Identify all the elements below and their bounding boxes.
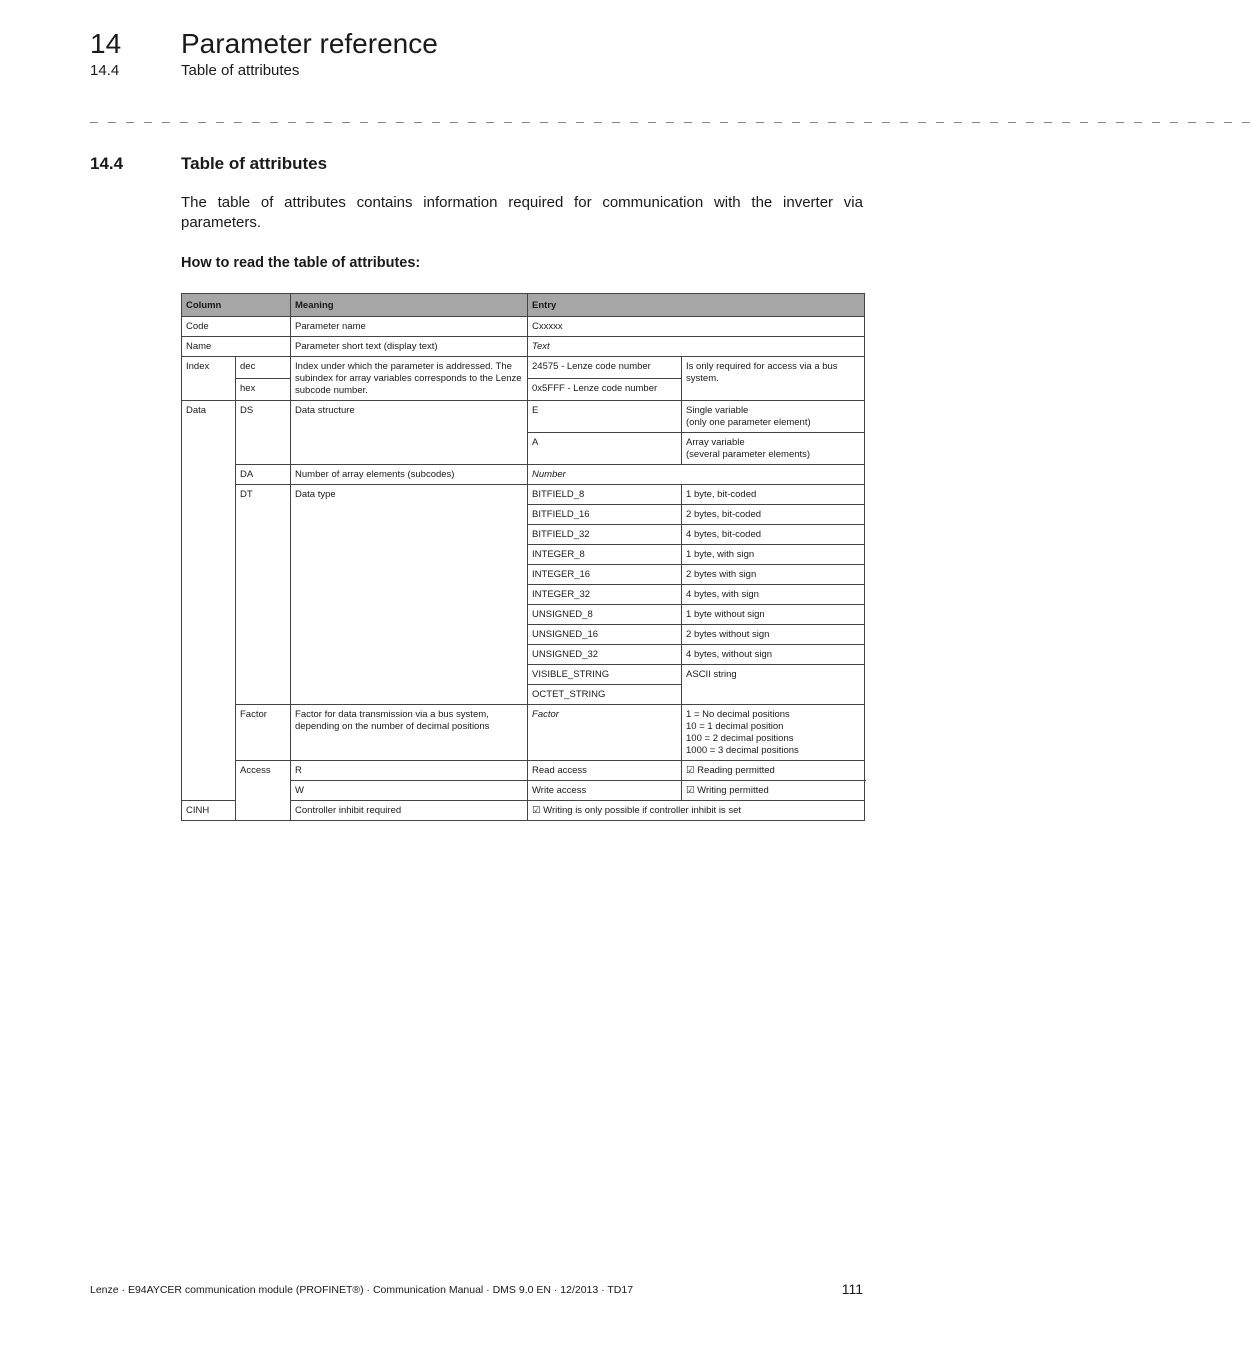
dt-desc: 2 bytes with sign xyxy=(682,565,865,585)
header-meaning: Meaning xyxy=(291,294,528,317)
code-meaning: Parameter name xyxy=(291,317,528,337)
index-meaning: Index under which the parameter is addressed. The subindex for array variables corresponds to the Lenze subcode number. xyxy=(291,357,528,401)
ds-e-entry: E xyxy=(528,401,682,433)
index-hex: hex xyxy=(236,379,291,401)
dt-desc: 1 byte without sign xyxy=(682,605,865,625)
access-w: W xyxy=(291,781,528,801)
chapter-title: Parameter reference xyxy=(181,28,438,59)
dt-string-desc: ASCII string xyxy=(682,665,865,705)
page-number: 111 xyxy=(841,1281,863,1297)
dt-type: UNSIGNED_8 xyxy=(528,605,682,625)
subchapter-title: Table of attributes xyxy=(181,62,300,79)
access-cinh: CINH xyxy=(182,801,236,821)
access-cinh-entry: ☑ Writing is only possible if controller inhibit is set xyxy=(528,801,865,821)
row-label-index: Index xyxy=(182,357,236,401)
ds-e-desc xyxy=(682,401,865,433)
subchapter-number: 14.4 xyxy=(90,62,120,79)
name-meaning: Parameter short text (display text) xyxy=(291,337,528,357)
data-ds: DS xyxy=(236,401,291,465)
factor-desc xyxy=(682,705,865,761)
table-row xyxy=(182,401,865,433)
ds-meaning: Data structure xyxy=(291,401,528,465)
data-factor: Factor xyxy=(236,705,291,761)
ds-e-desc-line: Single variable xyxy=(686,405,749,416)
table-row xyxy=(182,485,865,505)
table-row xyxy=(182,337,865,357)
ds-a-desc-line: Array variable xyxy=(686,437,745,448)
dt-type: OCTET_STRING xyxy=(528,685,682,705)
dt-meaning: Data type xyxy=(291,485,528,705)
footer-text: Lenze · E94AYCER communication module (PROFINET®) · Communication Manual · DMS 9.0 EN · 12/2013 · TD17 xyxy=(90,1284,634,1296)
dt-desc: 2 bytes without sign xyxy=(682,625,865,645)
dt-type: INTEGER_8 xyxy=(528,545,682,565)
dt-type: VISIBLE_STRING xyxy=(528,665,682,685)
da-entry: Number xyxy=(528,465,865,485)
code-entry: Cxxxxx xyxy=(528,317,865,337)
row-label-code: Code xyxy=(182,317,291,337)
dt-desc: 2 bytes, bit-coded xyxy=(682,505,865,525)
ds-e-desc-line: (only one parameter element) xyxy=(686,417,811,428)
factor-desc-line: 100 = 2 decimal positions xyxy=(686,733,794,744)
row-label-data: Data xyxy=(182,401,236,801)
dt-type: BITFIELD_16 xyxy=(528,505,682,525)
da-meaning: Number of array elements (subcodes) xyxy=(291,465,528,485)
table-header-row xyxy=(182,294,865,317)
access-r-meaning: Read access xyxy=(528,761,682,781)
dt-desc: 4 bytes, with sign xyxy=(682,585,865,605)
access-w-entry: ☑ Writing permitted xyxy=(682,781,865,801)
section-number: 14.4 xyxy=(90,154,124,173)
factor-desc-line: 1000 = 3 decimal positions xyxy=(686,745,799,756)
dt-type: INTEGER_16 xyxy=(528,565,682,585)
factor-desc-line: 1 = No decimal positions xyxy=(686,709,790,720)
dt-type: UNSIGNED_16 xyxy=(528,625,682,645)
table-row xyxy=(182,357,865,379)
table-row xyxy=(182,317,865,337)
factor-entry: Factor xyxy=(528,705,682,761)
howto-heading: How to read the table of attributes: xyxy=(181,255,421,271)
factor-meaning: Factor for data transmission via a bus system, depending on the number of decimal positions xyxy=(291,705,528,761)
access-r: R xyxy=(291,761,528,781)
data-dt: DT xyxy=(236,485,291,705)
row-label-access: Access xyxy=(236,761,291,821)
index-dec: dec xyxy=(236,357,291,379)
index-note: Is only required for access via a bus system. xyxy=(682,357,865,401)
ds-a-desc xyxy=(682,433,865,465)
table-row xyxy=(182,465,865,485)
dt-type: BITFIELD_32 xyxy=(528,525,682,545)
attributes-table xyxy=(181,293,865,821)
data-da: DA xyxy=(236,465,291,485)
name-entry: Text xyxy=(528,337,865,357)
table-row xyxy=(182,761,865,781)
row-label-name: Name xyxy=(182,337,291,357)
access-w-meaning: Write access xyxy=(528,781,682,801)
dt-desc: 4 bytes, without sign xyxy=(682,645,865,665)
header-entry: Entry xyxy=(528,294,865,317)
ds-a-desc-line: (several parameter elements) xyxy=(686,449,811,460)
ds-a-entry: A xyxy=(528,433,682,465)
dt-desc: 1 byte, bit-coded xyxy=(682,485,865,505)
dt-type: UNSIGNED_32 xyxy=(528,645,682,665)
dt-desc: 1 byte, with sign xyxy=(682,545,865,565)
section-heading: Table of attributes xyxy=(181,154,328,173)
chapter-number: 14 xyxy=(90,28,122,59)
dt-desc: 4 bytes, bit-coded xyxy=(682,525,865,545)
index-hex-entry: 0x5FFF - Lenze code number xyxy=(528,379,682,401)
factor-desc-line: 10 = 1 decimal position xyxy=(686,721,784,732)
dt-type: BITFIELD_8 xyxy=(528,485,682,505)
table-row xyxy=(182,705,865,761)
access-cinh-meaning: Controller inhibit required xyxy=(291,801,528,821)
dt-type: INTEGER_32 xyxy=(528,585,682,605)
intro-paragraph: The table of attributes contains information required for communication with the inverter via parameters. xyxy=(181,194,863,231)
index-dec-entry: 24575 - Lenze code number xyxy=(528,357,682,379)
header-column: Column xyxy=(182,294,291,317)
access-r-entry: ☑ Reading permitted xyxy=(682,761,865,781)
header-divider: _ _ _ _ _ _ _ _ _ _ _ _ _ _ _ _ _ _ _ _ _ _ _ _ _ _ _ _ _ _ _ _ _ _ _ _ _ _ _ _ _ _ _ _ _ _ _ _ _ _ _ _ _ _ _ _ _ _ _ _ _ _ _ _ _ xyxy=(90,110,1251,125)
